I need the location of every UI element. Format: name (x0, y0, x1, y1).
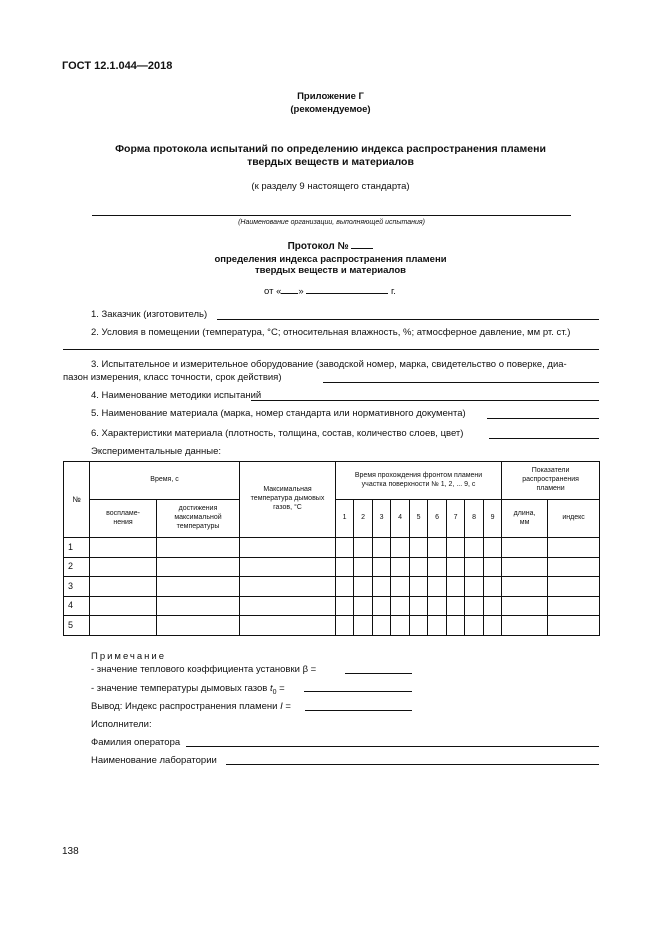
note-t0-label (91, 683, 285, 696)
note-beta-label: - значение теплового коэффициента установки β = (91, 664, 317, 675)
segment-8-header: 8 (465, 500, 484, 538)
protocol-line2: определения индекса распространения пламени (214, 254, 447, 265)
segment-6-header: 6 (428, 500, 447, 538)
form-title-line2: твердых веществ и материалов (247, 156, 414, 168)
item-1-line (217, 319, 599, 320)
ignition-header: воспламе-нения (90, 500, 157, 538)
operator-line (186, 746, 599, 747)
note-t0-var: t (270, 683, 273, 694)
item-3-line (323, 382, 599, 383)
col-number-header: № (64, 462, 90, 538)
item-1-label: 1. Заказчик (изготовитель) (91, 309, 208, 320)
date-suffix: г. (390, 286, 396, 297)
segment-1-header: 1 (336, 500, 354, 538)
item-3-label-a: 3. Испытательное и измерительное оборудование (заводской номер, марка, свидетельство о поверке, диа- (91, 359, 567, 370)
page-number: 138 (62, 846, 79, 857)
executors-title: Исполнители: (91, 719, 152, 730)
note-title: Примечание (91, 651, 166, 662)
standard-header: ГОСТ 12.1.044—2018 (62, 60, 173, 72)
standard-reference: (к разделу 9 настоящего стандарта) (251, 181, 410, 192)
conclusion-var: I (280, 701, 283, 712)
table-row (64, 616, 600, 636)
segment-3-header: 3 (373, 500, 391, 538)
max-temperature-header: Максимальная температура дымовых газов, °С (240, 462, 336, 538)
conclusion-line (305, 710, 412, 711)
form-title-line1: Форма протокола испытаний по определению индекса распространения пламени (115, 143, 546, 155)
protocol-number-label: Протокол № (287, 241, 349, 252)
item-3-label-b: пазон измерения, класс точности, срок действия) (63, 372, 282, 383)
note-t0-prefix: - значение температуры дымовых газов (91, 683, 270, 694)
date-mid: » (298, 286, 304, 297)
date-day-blank (281, 293, 298, 294)
appendix-status: (рекомендуемое) (290, 104, 371, 115)
front-time-header: Время прохождения фронтом пламени участка поверхности № 1, 2, ... 9, с (336, 462, 502, 500)
table-row (64, 577, 600, 597)
operator-label: Фамилия оператора (91, 737, 181, 748)
row-number: 5 (64, 616, 90, 636)
index-header: индекс (548, 500, 600, 538)
note-t0-suffix: = (276, 683, 285, 694)
conclusion-suffix: = (282, 701, 291, 712)
protocol-number (0, 241, 661, 252)
segment-2-header: 2 (354, 500, 373, 538)
item-6-label: 6. Характеристики материала (плотность, толщина, состав, количество слоев, цвет) (91, 428, 464, 439)
note-beta-line (345, 673, 412, 674)
conclusion-prefix: Вывод: Индекс распространения пламени (91, 701, 281, 712)
organization-caption: (Наименование организации, выполняющей испытания) (238, 219, 425, 226)
protocol-number-blank (351, 248, 373, 249)
protocol-date (264, 286, 396, 297)
row-number: 1 (64, 538, 90, 558)
experimental-data-table (63, 461, 600, 636)
conclusion-label (91, 701, 291, 712)
segment-5-header: 5 (410, 500, 428, 538)
length-header: длина, мм (502, 500, 548, 538)
item-4-line (251, 400, 599, 401)
time-group-header: Время, с (90, 462, 240, 500)
date-month-blank (306, 293, 388, 294)
item-2-line (63, 349, 599, 350)
table-row (64, 538, 600, 558)
segment-7-header: 7 (447, 500, 465, 538)
organization-line (92, 215, 571, 216)
date-prefix: от « (264, 286, 282, 297)
row-number: 2 (64, 557, 90, 577)
table-row (64, 557, 600, 577)
row-number: 3 (64, 577, 90, 597)
note-t0-line (304, 691, 412, 692)
segment-4-header: 4 (391, 500, 410, 538)
note-t0-sub: 0 (272, 688, 277, 696)
table-row (64, 596, 600, 616)
max-temp-reach-header: достижения максимальной температуры (157, 500, 240, 538)
item-6-line (489, 438, 599, 439)
flame-indicators-header: Показатели распространения пламени (502, 462, 600, 500)
row-number: 4 (64, 596, 90, 616)
experimental-data-label: Экспериментальные данные: (91, 446, 222, 457)
item-4-label: 4. Наименование методики испытаний (91, 390, 262, 401)
laboratory-label: Наименование лаборатории (91, 755, 217, 766)
item-5-label: 5. Наименование материала (марка, номер стандарта или нормативного документа) (91, 408, 466, 419)
item-5-line (487, 418, 599, 419)
protocol-line3: твердых веществ и материалов (255, 265, 406, 276)
laboratory-line (226, 764, 599, 765)
item-2-label: 2. Условия в помещении (температура, °С; относительная влажность, %; атмосферное давление, мм рт. ст.) (91, 327, 571, 338)
segment-9-header: 9 (484, 500, 502, 538)
appendix-title: Приложение Г (297, 91, 364, 102)
